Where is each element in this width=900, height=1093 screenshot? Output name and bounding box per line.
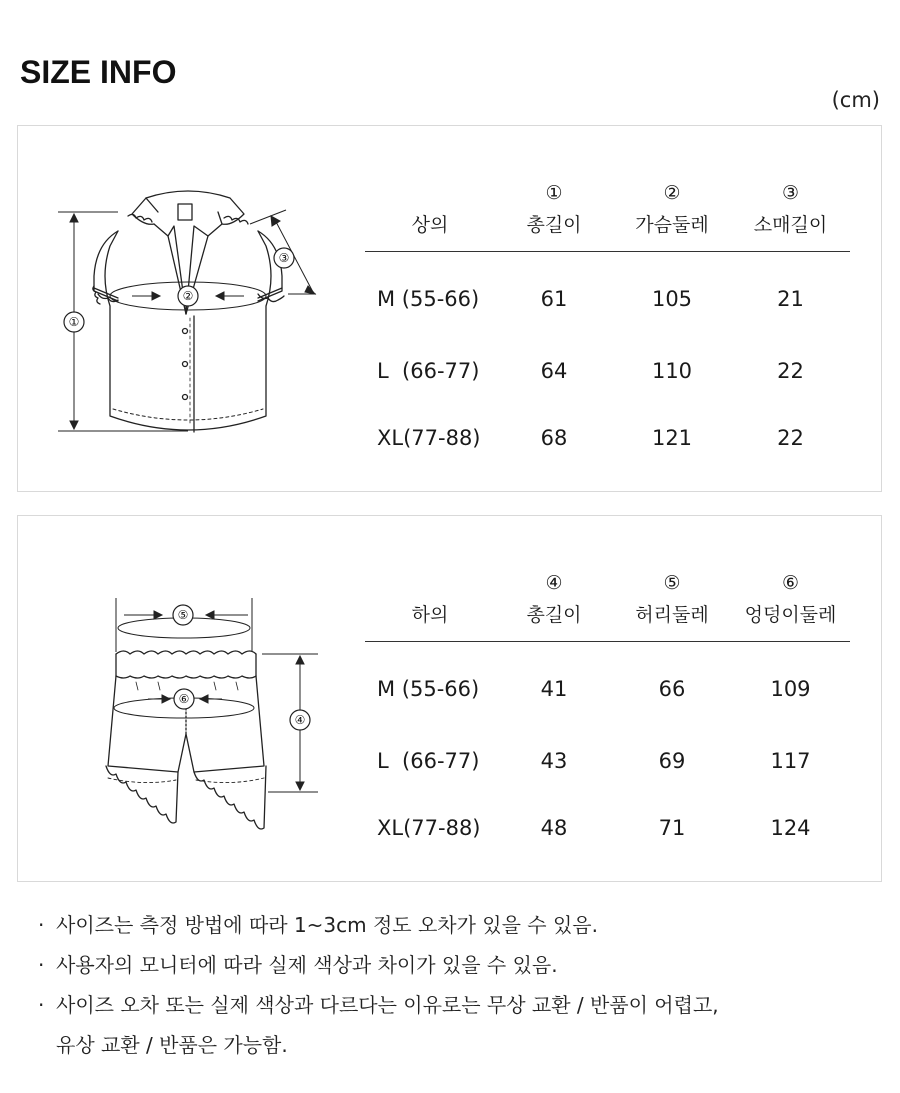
notes-list [38,905,888,1065]
top-size-table [365,166,850,471]
bottom-size-panel [17,515,882,882]
table-row: XL(77-88) 68 121 22 [377,425,804,450]
top-size-panel [17,125,882,492]
page-title: SIZE INFO [20,54,177,90]
marker-5: ⑤ [177,608,189,622]
header-total-length: ① 총길이 [495,166,613,251]
table-header-row [365,556,850,641]
marker-2: ② [182,289,194,303]
header-sleeve: ③ 소매길이 [731,166,850,251]
header-chest: ② 가슴둘레 [613,166,731,251]
header-waist: ⑤ 허리둘레 [613,556,731,641]
note-item-continuation: 유상 교환 / 반품은 가능함. [56,1033,288,1057]
shorts-illustration [18,516,358,881]
marker-4: ④ [294,713,306,727]
header-hip: ⑥ 엉덩이둘레 [731,556,850,641]
bottom-size-table [365,556,850,861]
note-item: · 사이즈 오차 또는 실제 색상과 다르다는 이유로는 무상 교환 / 반품이 어렵고, [38,993,719,1017]
marker-3: ③ [278,251,290,265]
table-row: M (55-66) 41 66 109 [377,677,811,702]
note-item: · 사용자의 모니터에 따라 실제 색상과 차이가 있을 수 있음. [38,953,558,977]
header-category: 하의 [365,556,495,641]
marker-6: ⑥ [178,692,190,706]
header-total-length: ④ 총길이 [495,556,613,641]
table-header-row [365,166,850,251]
marker-1: ① [68,315,80,329]
unit-label: (cm) [831,88,880,112]
table-row: L (66-77) 64 110 22 [377,358,804,383]
header-category: 상의 [365,166,495,251]
note-item: · 사이즈는 측정 방법에 따라 1~3cm 정도 오차가 있을 수 있음. [38,913,598,937]
table-row: M (55-66) 61 105 21 [377,287,804,312]
table-row: L (66-77) 43 69 117 [377,748,811,773]
table-row: XL(77-88) 48 71 124 [377,815,811,840]
blouse-illustration [18,126,358,491]
